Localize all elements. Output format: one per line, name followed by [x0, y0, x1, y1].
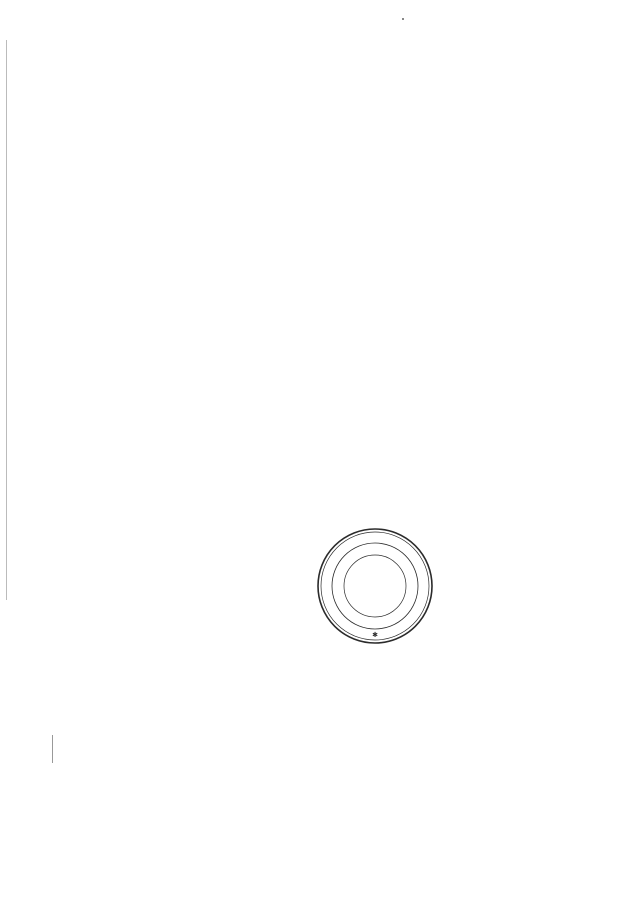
stamp-inner-ring	[344, 555, 406, 617]
scan-edge-line	[6, 40, 7, 600]
scan-mark-left	[52, 735, 53, 763]
official-stamp	[316, 527, 434, 645]
stamp-outer-ring	[318, 529, 432, 643]
scan-dot	[402, 18, 404, 20]
stamp-middle-ring	[332, 543, 418, 629]
stamp-outer-ring-inner	[321, 532, 429, 640]
stamp-star-icon: ✱	[372, 631, 378, 639]
